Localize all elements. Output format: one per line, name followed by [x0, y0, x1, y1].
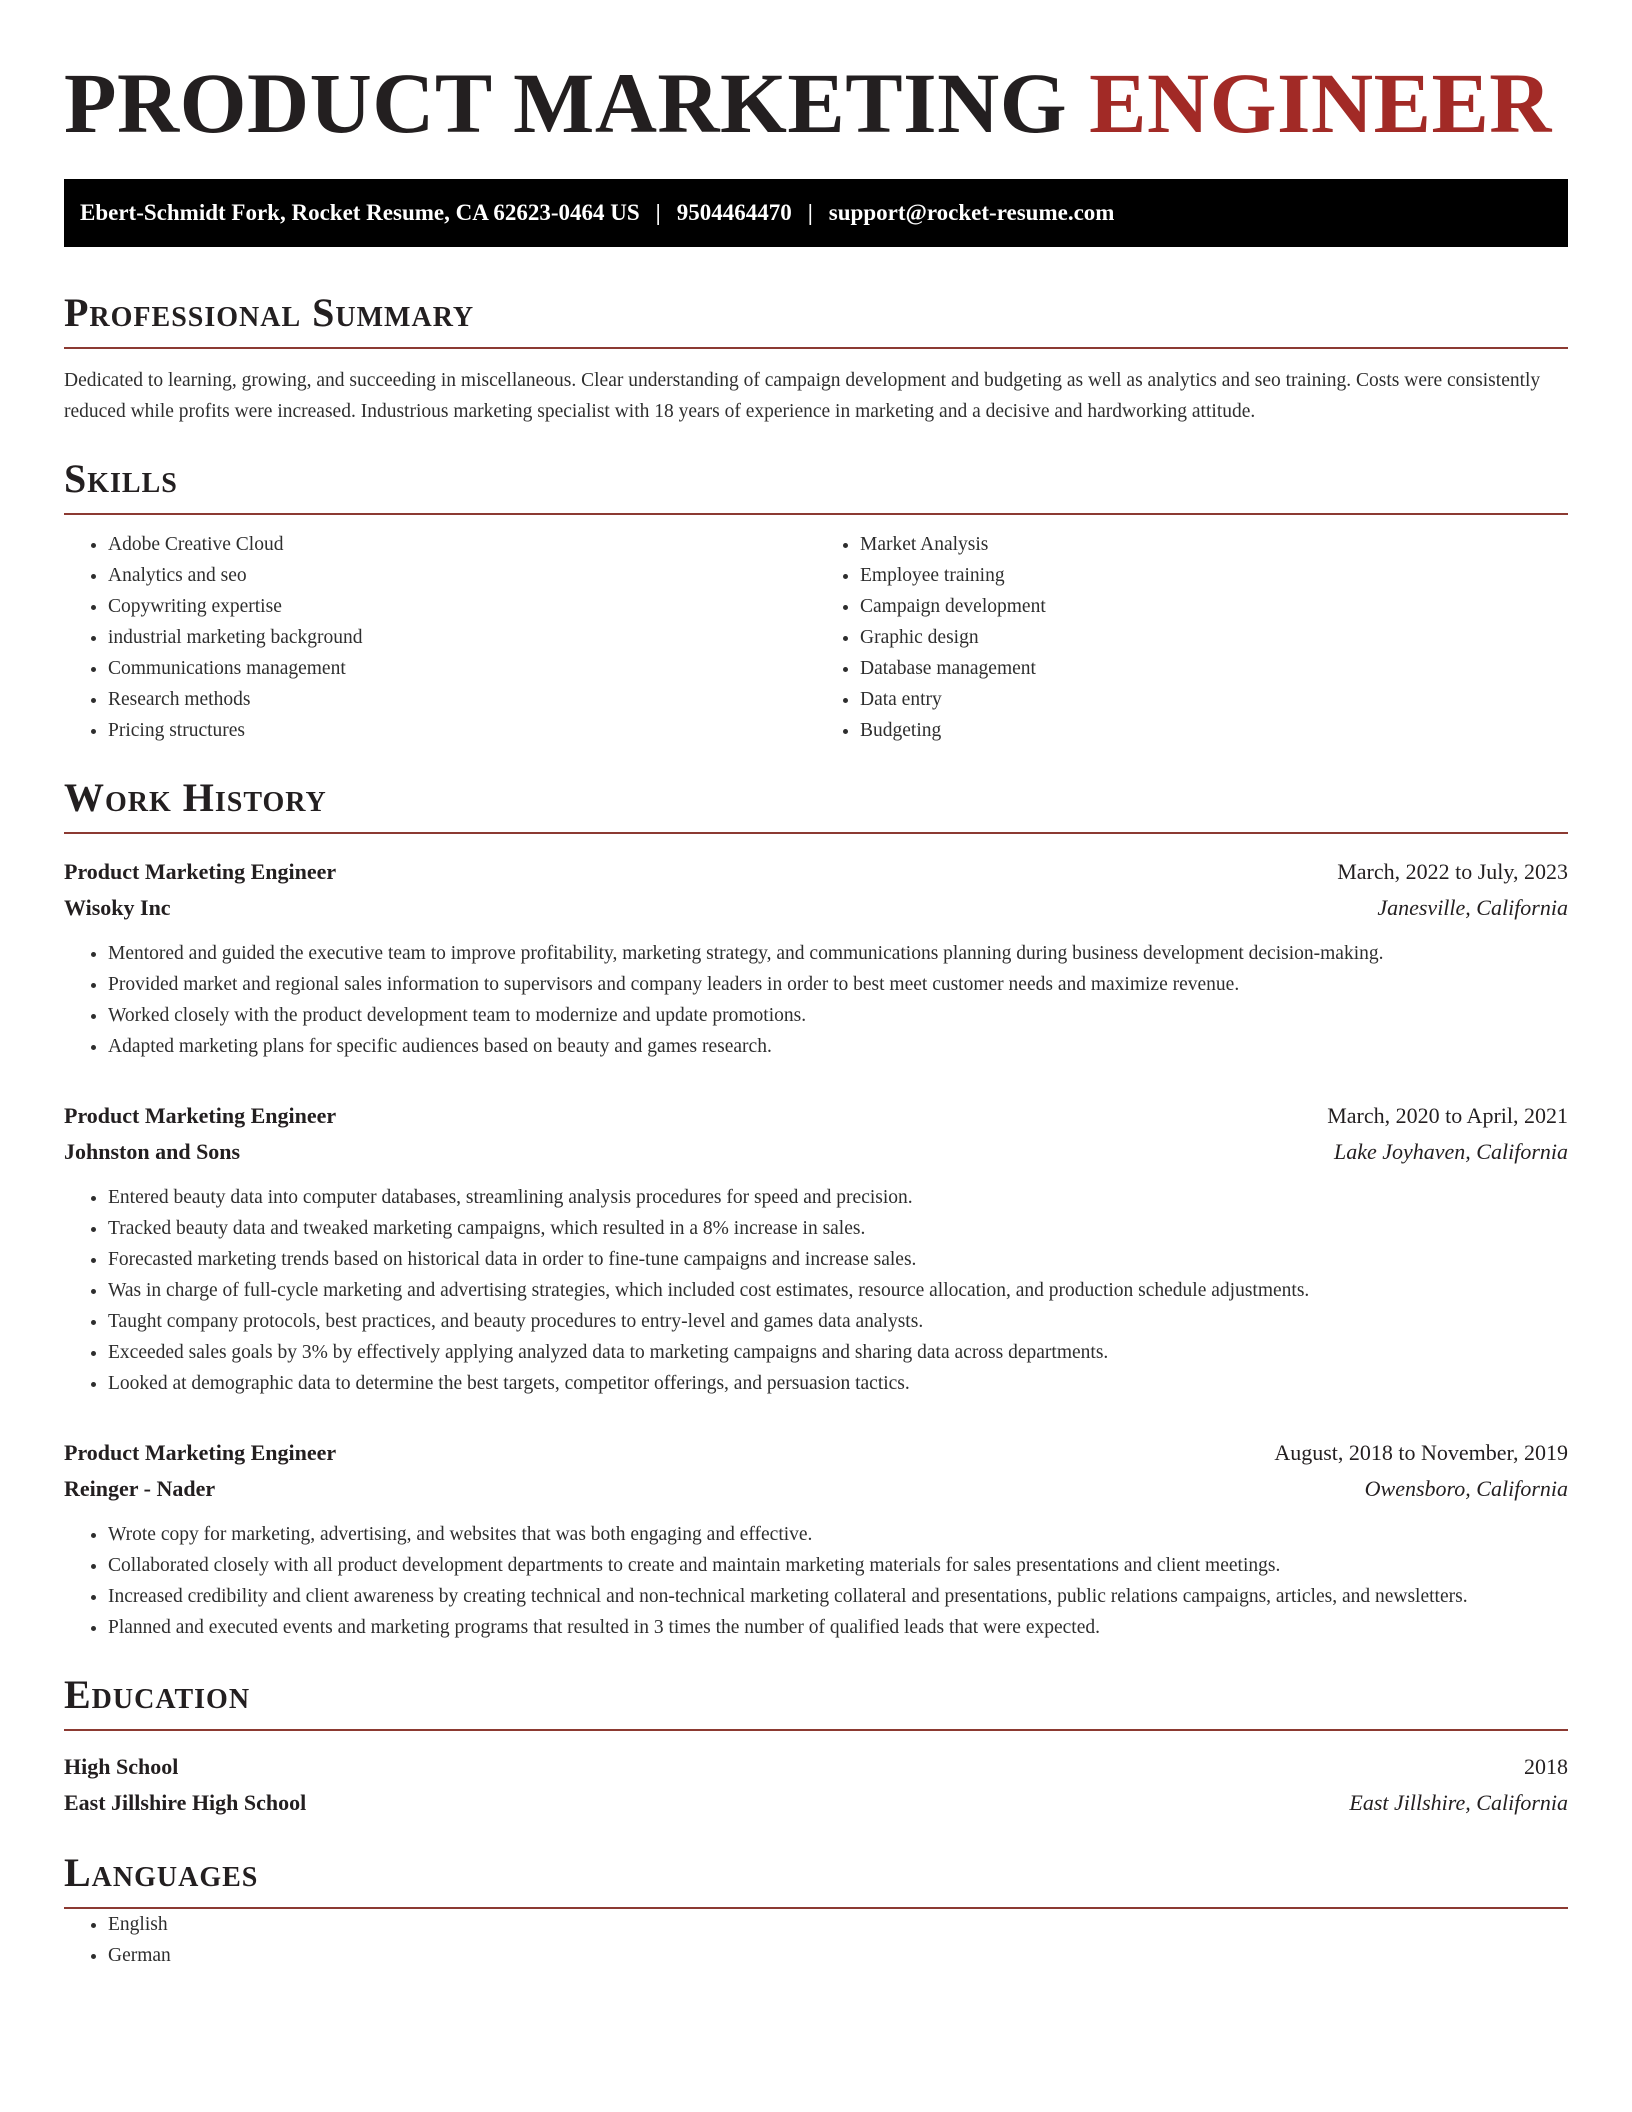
job-title: Product Marketing Engineer	[64, 1439, 337, 1465]
job-row-1	[64, 854, 1568, 890]
job-bullet: • Adapted marketing plans for specific audiences based on beauty and games research.	[108, 1031, 1568, 1062]
job-bullet: • Worked closely with the product development team to modernize and update promotions.	[108, 1000, 1568, 1031]
skill-item: • Copywriting expertise	[108, 591, 816, 622]
job-title: Product Marketing Engineer	[64, 1102, 337, 1128]
job-dates: March, 2020 to April, 2021	[1327, 1102, 1568, 1128]
job-location: Janesville, California	[1377, 894, 1568, 920]
skill-item: • Pricing structures	[108, 715, 816, 746]
skill-item: • Database management	[860, 653, 1568, 684]
skill-item: • Communications management	[108, 653, 816, 684]
contact-email: support@rocket-resume.com	[828, 199, 1115, 225]
jobs-list	[64, 854, 1568, 1643]
job-bullets	[64, 938, 1568, 1062]
education-location: East Jillshire, California	[1349, 1789, 1568, 1815]
job-title: Product Marketing Engineer	[64, 858, 337, 884]
skill-item: • industrial marketing background	[108, 622, 816, 653]
resume-name	[64, 56, 1568, 151]
job-row-1	[64, 1098, 1568, 1134]
section-title-summary: Professional Summary	[64, 291, 1568, 349]
name-part-2: ENGINEER	[1089, 55, 1552, 151]
job-dates: March, 2022 to July, 2023	[1337, 858, 1568, 884]
job-bullet: • Collaborated closely with all product development departments to create and maintain marketing materials for sales presentations and client meetings.	[108, 1550, 1568, 1581]
education-degree: High School	[64, 1753, 179, 1779]
contact-separator: |	[655, 199, 661, 225]
work-section	[64, 776, 1568, 1643]
job-bullet: • Increased credibility and client awareness by creating technical and non-technical marketing collateral and presentations, public relations campaigns, articles, and newsletters.	[108, 1581, 1568, 1612]
job-entry	[64, 1435, 1568, 1643]
contact-separator: |	[807, 199, 813, 225]
skill-item: • Research methods	[108, 684, 816, 715]
skills-columns	[64, 529, 1568, 746]
job-entry	[64, 854, 1568, 1062]
job-entry	[64, 1098, 1568, 1399]
skill-item: • Campaign development	[860, 591, 1568, 622]
job-bullet: • Forecasted marketing trends based on historical data in order to fine-tune campaigns and increase sales.	[108, 1244, 1568, 1275]
skills-right-list	[816, 529, 1568, 746]
name-part-1: PRODUCT MARKETING	[64, 55, 1068, 151]
language-item: • English	[108, 1909, 1568, 1940]
skill-item: • Budgeting	[860, 715, 1568, 746]
skill-item: • Adobe Creative Cloud	[108, 529, 816, 560]
skill-item: • Data entry	[860, 684, 1568, 715]
contact-phone: 9504464470	[676, 199, 792, 225]
job-bullet: • Tracked beauty data and tweaked marketing campaigns, which resulted in a 8% increase in sales.	[108, 1213, 1568, 1244]
skill-item: • Employee training	[860, 560, 1568, 591]
language-item: • German	[108, 1940, 1568, 1971]
summary-text: Dedicated to learning, growing, and succeeding in miscellaneous. Clear understanding of campaign development and budgeting as well as analytics and seo training. Costs were consistently reduced while profits were increased. Industrious marketing specialist with 18 years of experience in marketing and a decisive and hardworking attitude.	[64, 369, 1541, 422]
job-company: Johnston and Sons	[64, 1138, 241, 1164]
education-entry	[64, 1749, 1568, 1821]
job-bullet: • Wrote copy for marketing, advertising, and websites that was both engaging and effective.	[108, 1519, 1568, 1550]
skill-item: • Market Analysis	[860, 529, 1568, 560]
job-row-2	[64, 1471, 1568, 1507]
education-year: 2018	[1524, 1753, 1568, 1779]
job-bullet: • Entered beauty data into computer databases, streamlining analysis procedures for speed and precision.	[108, 1182, 1568, 1213]
contact-bar	[64, 179, 1568, 247]
skills-left-list	[64, 529, 816, 746]
job-bullet: • Planned and executed events and marketing programs that resulted in 3 times the number of qualified leads that were expected.	[108, 1612, 1568, 1643]
job-bullets	[64, 1182, 1568, 1399]
languages-list	[64, 1909, 1568, 1971]
job-row-2	[64, 1134, 1568, 1170]
job-bullet: • Mentored and guided the executive team to improve profitability, marketing strategy, and communications planning during business development decision-making.	[108, 938, 1568, 969]
job-bullet: • Provided market and regional sales information to supervisors and company leaders in order to best meet customer needs and maximize revenue.	[108, 969, 1568, 1000]
job-location: Owensboro, California	[1364, 1475, 1568, 1501]
education-row-1	[64, 1749, 1568, 1785]
job-company: Reinger - Nader	[64, 1475, 216, 1501]
section-title-skills: Skills	[64, 457, 1568, 515]
job-bullet: • Exceeded sales goals by 3% by effectively applying analyzed data to marketing campaigns and sharing data across departments.	[108, 1337, 1568, 1368]
section-title-education: Education	[64, 1673, 1568, 1731]
languages-section	[64, 1851, 1568, 1971]
education-row-2	[64, 1785, 1568, 1821]
job-bullet: • Was in charge of full-cycle marketing and advertising strategies, which included cost estimates, resource allocation, and production schedule adjustments.	[108, 1275, 1568, 1306]
job-bullet: • Taught company protocols, best practices, and beauty procedures to entry-level and games data analysts.	[108, 1306, 1568, 1337]
section-title-work: Work History	[64, 776, 1568, 834]
contact-address: Ebert-Schmidt Fork, Rocket Resume, CA 62623-0464 US	[80, 199, 640, 225]
job-dates: August, 2018 to November, 2019	[1274, 1439, 1568, 1465]
job-company: Wisoky Inc	[64, 894, 171, 920]
skill-item: • Graphic design	[860, 622, 1568, 653]
job-location: Lake Joyhaven, California	[1333, 1138, 1568, 1164]
education-section	[64, 1673, 1568, 1821]
job-bullets	[64, 1519, 1568, 1643]
summary-section	[64, 291, 1568, 427]
section-title-languages: Languages	[64, 1851, 1568, 1909]
job-bullet: • Looked at demographic data to determine the best targets, competitor offerings, and persuasion tactics.	[108, 1368, 1568, 1399]
skill-item: • Analytics and seo	[108, 560, 816, 591]
education-school: East Jillshire High School	[64, 1789, 307, 1815]
skills-section	[64, 457, 1568, 746]
job-row-2	[64, 890, 1568, 926]
job-row-1	[64, 1435, 1568, 1471]
